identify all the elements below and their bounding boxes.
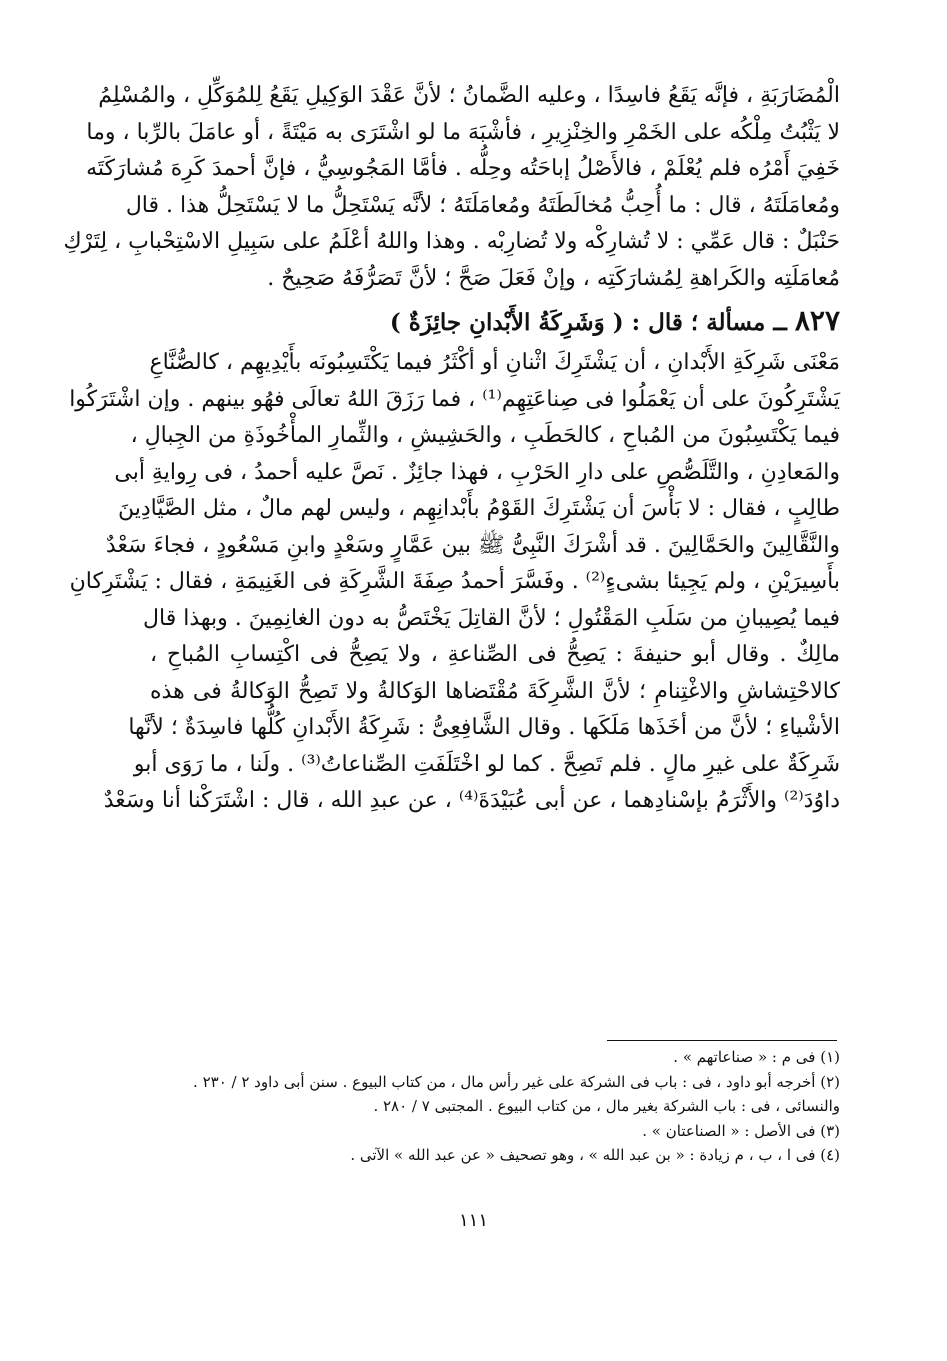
text-line: فيما يَكْتَسِبُونَ من المُباحِ ، كالحَطَبِ ، والحَشِيشِ ، والثِّمارِ المأْخُوذَةِ من الجِبالِ ، bbox=[130, 423, 840, 448]
footnote: (٤) فى ا ، ب ، م زيادة : « بن عبد الله » ، وهو تصحيف « عن عبد الله » الآتى . bbox=[350, 1146, 840, 1164]
page-body bbox=[63, 78, 840, 820]
text-line: حَنْبَلٌ : قال عَمِّي : لا تُشارِكْه ولا تُضارِبْه . وهذا واللهُ أعْلَمُ على سَبِيلِ الاسْتِحْبابِ ، لِتَرْكِ bbox=[63, 229, 840, 254]
text-line: مَعْنَى شَرِكَةِ الأَبْدانِ ، أن يَشْتَرِكَ اثْنانِ أو أكْثَرُ فيما يَكْتَسِبُونَه بأَيْدِيهِم ، كالصُّنَّاعِ bbox=[149, 350, 840, 375]
text-line: مالِكٌ . وقال أبو حنيفةَ : يَصِحُّ فى الصِّناعةِ ، ولا يَصِحُّ فى اكْتِسابِ المُباحِ ، bbox=[150, 642, 840, 667]
text-line: الأشْياءِ ؛ لأنَّ من أخَذَها مَلَكَها . وقال الشَّافِعِىُّ : شَرِكَةُ الأَبْدانِ كُلُّها فاسِدَةٌ ؛ لأنَّها bbox=[128, 715, 840, 740]
text-line: مُعامَلَتِه والكَراهةِ لِمُشارَكَتِه ، وإنْ فَعَلَ صَحَّ ؛ لأنَّ تَصَرُّفَهُ صَحِيحٌ . bbox=[267, 265, 840, 291]
text-line: الْمُضَارَبَةِ ، فإنَّه يَقَعُ فاسِدًا ، وعليه الضَّمانُ ؛ لأنَّ عَقْدَ الوَكِيلِ يَقَعُ لِلمُوَكِّلِ ، والمُسْلِمُ bbox=[98, 83, 840, 108]
page-number: ١١١ bbox=[458, 1210, 488, 1231]
footnote: (٢) أخرجه أبو داود ، فى : باب فى الشركة على غير رأس مال ، من كتاب البيوع . سنن أبى داود ٢ / ٢٣٠ . bbox=[193, 1072, 840, 1091]
text-line: لا يَثْبُتُ مِلْكُه على الخَمْرِ والخِنْزِيرِ ، فأشْبَهَ ما لو اشْتَرَى به مَيْتَةً ، أو عامَلَ بالرِّبا ، وما bbox=[86, 119, 840, 145]
footnote: (٣) فى الأصل : « الصناعتان » . bbox=[642, 1121, 840, 1140]
text-line: بأَسِيرَيْنِ ، ولم يَجِيئا بشىءٍ⁽²⁾ . وفَسَّرَ أحمدُ صِفَةَ الشَّرِكَةِ فى الغَنِيمَةِ ، فقال : يَشْتَرِكانِ bbox=[69, 569, 840, 594]
text-line: طالِبٍ ، فقال : لا بَأْسَ أن يَشْتَرِكَ القَوْمُ بأَبْدانِهِم ، وليس لهم مالٌ ، مثل الصَّيَّادِينَ bbox=[117, 496, 840, 521]
text-line: شَرِكَةٌ على غيرِ مالٍ . فلم تَصِحَّ . كما لو اخْتَلَفَتِ الصِّناعاتُ⁽³⁾ . ولَنا ، ما رَوَى أبو bbox=[133, 751, 840, 777]
text-line: يَشْتَرِكُونَ على أن يَعْمَلُوا فى صِناعَتِهِم⁽¹⁾ ، فما رَزَقَ اللهُ تعالَى فهُو بينهم . وإن اشْتَرَكُوا bbox=[69, 386, 840, 412]
text-line: والنَّقَّالِينَ والحَمَّالِينَ . قد أشْرَكَ النَّبِىُّ ﷺ بين عَمَّارٍ وسَعْدٍ وابنِ مَسْعُودٍ ، فجاءَ سَعْدٌ bbox=[105, 532, 840, 558]
text-line: كالاحْتِشاشِ والاغْتِنامِ ؛ لأنَّ الشَّرِكَةَ مُقْتَضاها الوَكالةُ ولا تَصِحُّ الوَكالةُ فى هذه bbox=[150, 678, 840, 704]
text-line: فيما يُصِيبانِ من سَلَبِ المَقْتُولِ ؛ لأنَّ القاتِلَ يَخْتَصُّ به دون الغانِمِينَ . وبهذا قال bbox=[143, 605, 840, 631]
footnote: والنسائى ، فى : باب الشركة بغير مال ، من كتاب البيوع . المجتبى ٧ / ٢٨٠ . bbox=[373, 1097, 840, 1115]
opening-text bbox=[63, 78, 840, 297]
paragraph bbox=[69, 345, 840, 820]
footnote-divider bbox=[607, 1040, 837, 1041]
text-line: والمَعادِنِ ، والتَّلَصُّصِ على دارِ الحَرْبِ ، فهذا جائِزٌ . نَصَّ عليه أحمدُ ، فى رِوايةِ أبى bbox=[114, 459, 840, 485]
heading-text: ــ مسألة ؛ قال : ( وَشَرِكَةُ الأَبْدانِ جائِزَةٌ ) bbox=[389, 309, 795, 336]
issue-number: ٨٢٧ bbox=[794, 304, 840, 337]
text-line: داوُدَ⁽²⁾ والأَثْرَمُ بإسْنادِهما ، عن أبى عُبَيْدَةَ⁽⁴⁾ ، عن عبدِ الله ، قال : اشْتَرَكْنا أنا وسَعْدٌ bbox=[103, 788, 840, 813]
footnote: (١) فى م : « صناعاتهم » . bbox=[673, 1048, 840, 1066]
text-line: خَفِيَ أَمْرُه فلم يُعْلَمْ ، فالأَصْلُ إباحَتُه وحِلُّه . فأمَّا المَجُوسِيُّ ، فإنَّ أحمدَ كَرِهَ مُشارَكَتَه bbox=[86, 156, 840, 181]
section-heading bbox=[150, 301, 840, 343]
footnotes bbox=[140, 1045, 840, 1168]
text-line: ومُعامَلَتَهُ ، قال : ما أُحِبُّ مُخالَطَتَهُ ومُعامَلَتَهُ ؛ لأنَّه يَسْتَحِلُّ ما لا يَسْتَحِلُّ هذا . قال bbox=[125, 192, 840, 218]
